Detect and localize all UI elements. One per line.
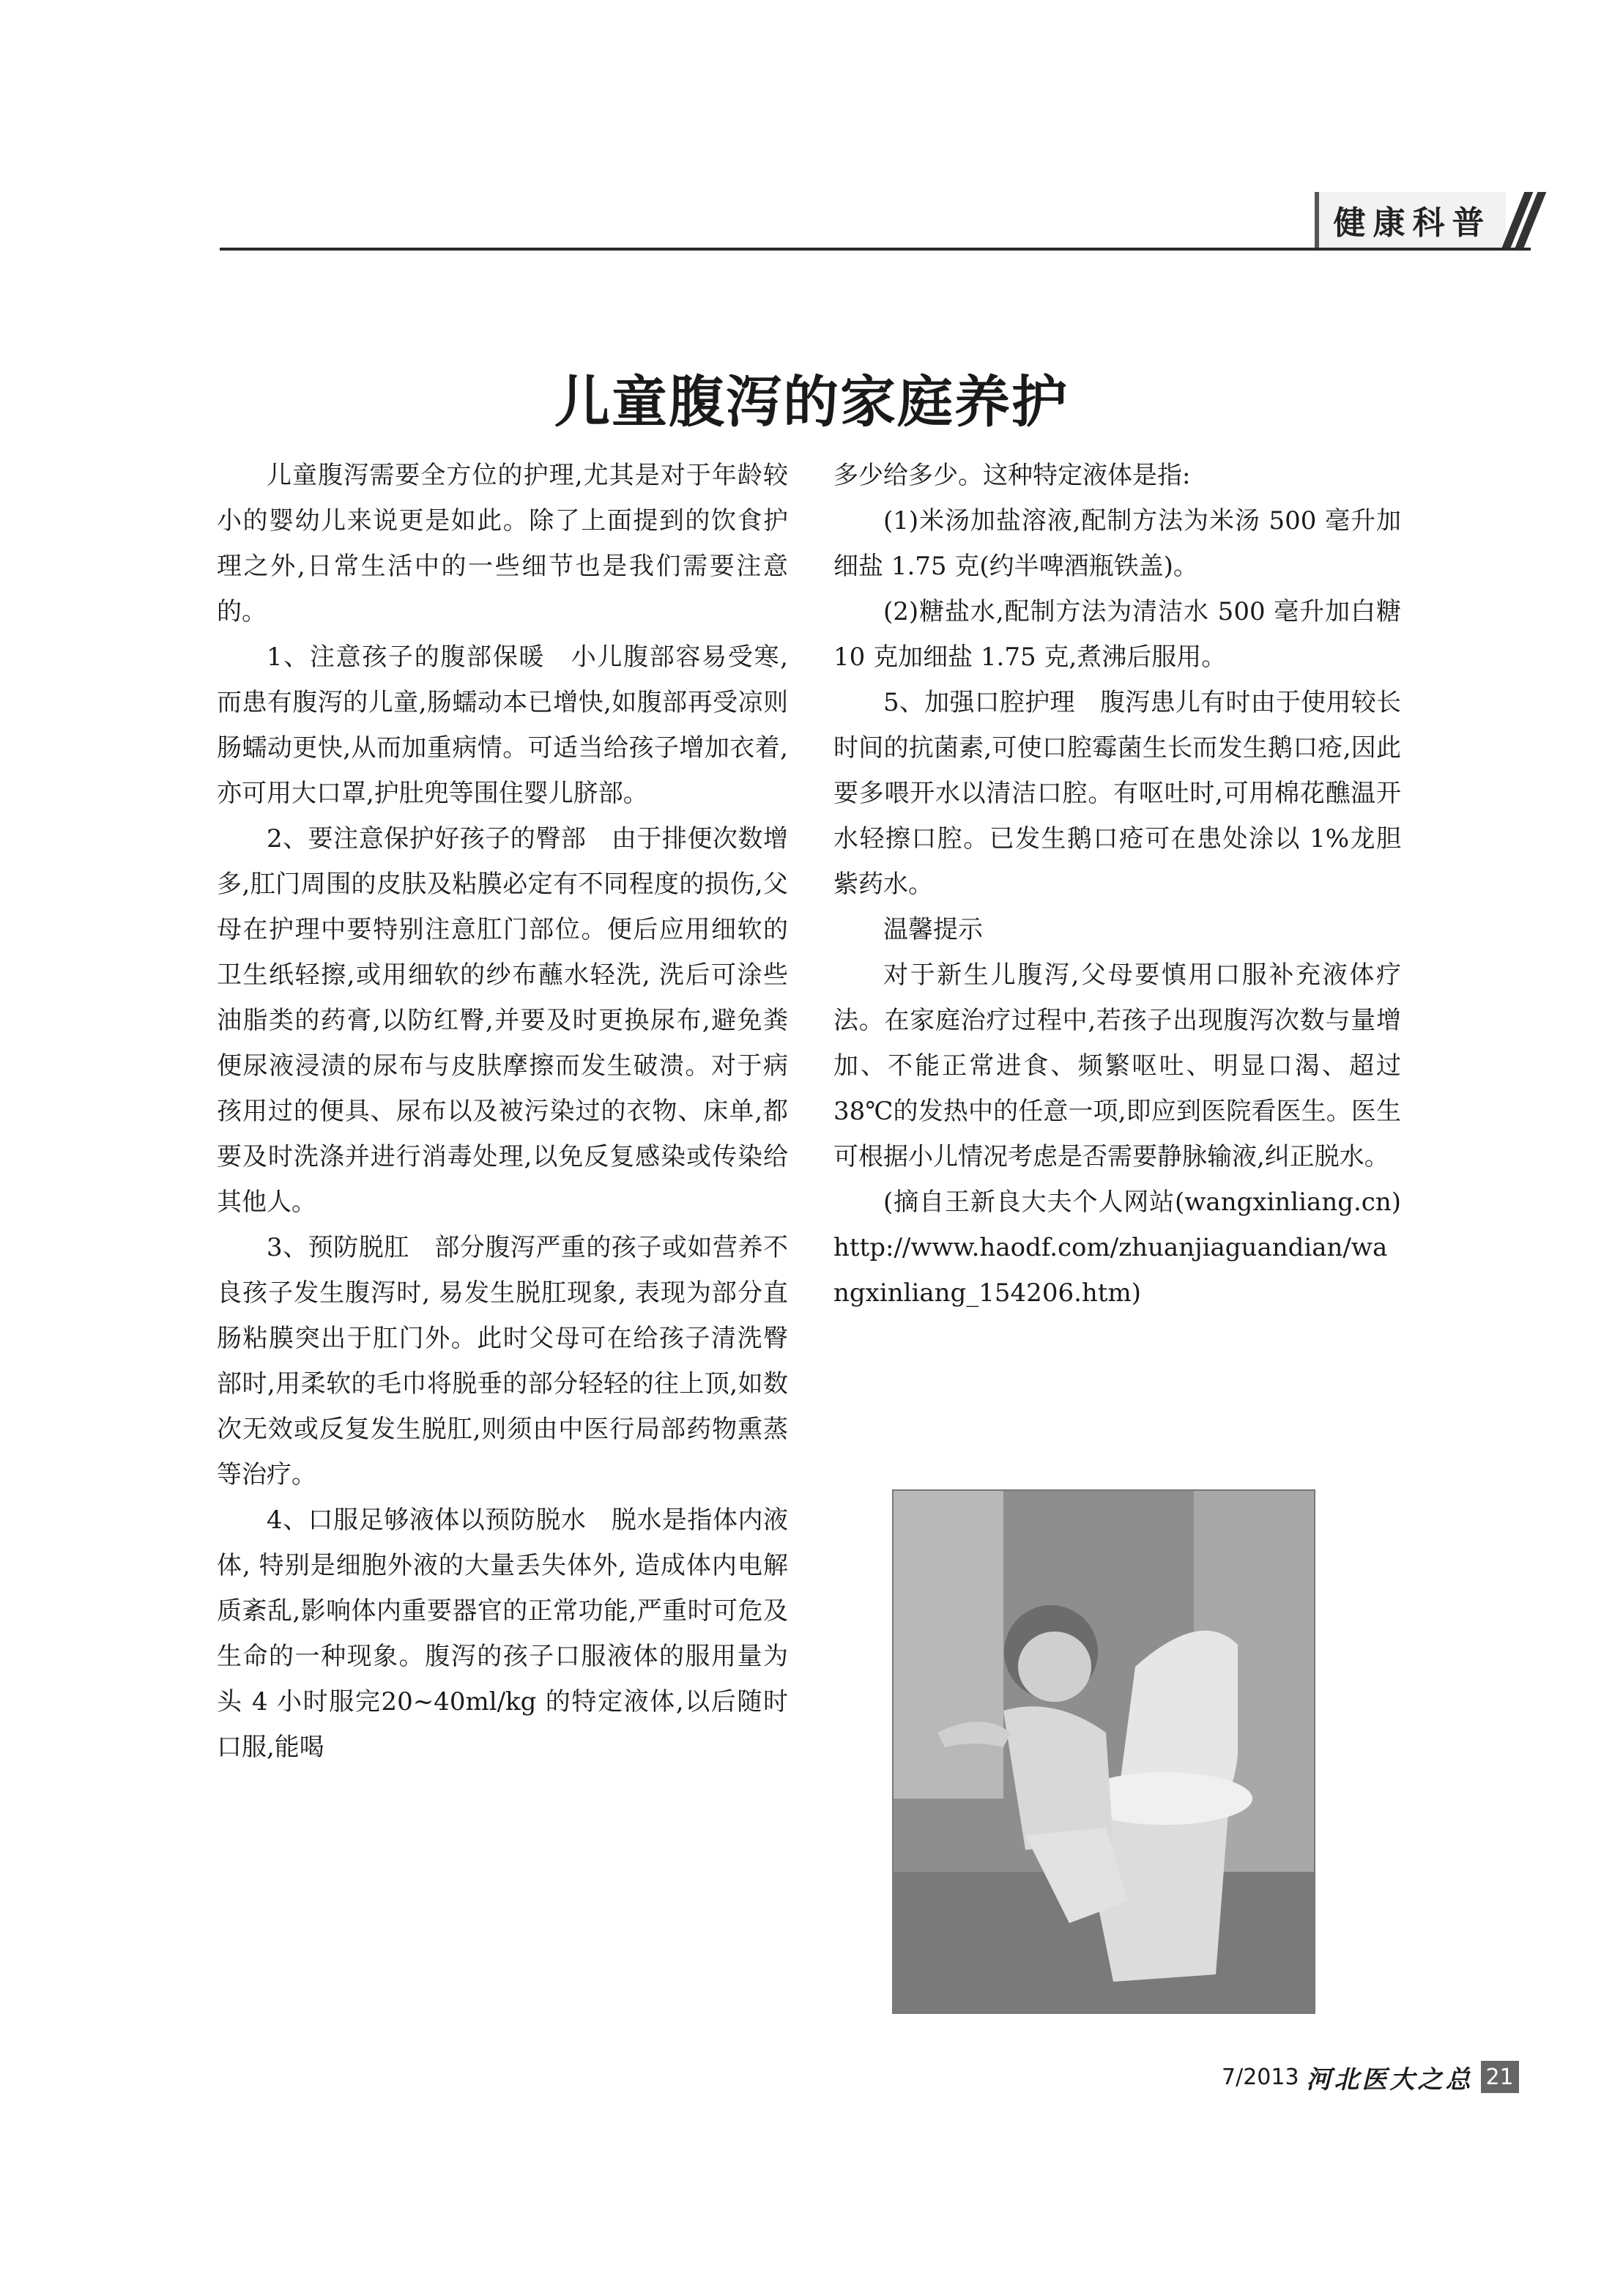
article-title: 儿童腹泻的家庭养护 <box>554 369 1069 434</box>
paragraph: 5、加强口腔护理 腹泻患儿有时由于使用较长时间的抗菌素,可使口腔霉菌生长而发生鹅口疮,因此要多喂开水以清洁口腔。有呕吐时,可用棉花醮温开水轻擦口腔。已发生鹅口疮可在患处涂以 1%龙胆紫药水。 <box>833 688 1401 899</box>
issue-date: 7/2013 <box>1222 2064 1299 2090</box>
tab-stripes-decoration <box>1510 192 1540 248</box>
tip-heading: 温馨提示 <box>883 915 983 944</box>
paragraph: (1)米汤加盐溶液,配制方法为米汤 500 毫升加细盐 1.75 克(约半啤酒瓶铁盖)。 <box>833 506 1401 581</box>
page-footer <box>1222 2060 1519 2094</box>
paragraph: (2)糖盐水,配制方法为清洁水 500 毫升加白糖 10 克加细盐 1.75 克,煮沸后服用。 <box>833 597 1401 672</box>
page-number: 21 <box>1481 2061 1519 2093</box>
journal-name: 河北医大之总 <box>1306 2064 1474 2095</box>
photo-illustration <box>894 1491 1314 2012</box>
paragraph: 1、注意孩子的腹部保暖 小儿腹部容易受寒,而患有腹泻的儿童,肠蠕动本已增快,如腹部再受凉则肠蠕动更快,从而加重病情。可适当给孩子增加衣着,亦可用大口罩,护肚兜等围住婴儿脐部。 <box>217 642 788 808</box>
source-citation: (摘自王新良大夫个人网站(wangxinliang.cn)http://www.haodf.com/zhuanjiaguandian/wangxinliang_154206.htm) <box>833 1188 1401 1308</box>
toddler-photo <box>892 1489 1315 2014</box>
section-label: 健康科普 <box>1333 204 1492 242</box>
paragraph: 3、预防脱肛 部分腹泻严重的孩子或如营养不良孩子发生腹泻时, 易发生脱肛现象, 表现为部分直肠粘膜突出于肛门外。此时父母可在给孩子清洗臀部时,用柔软的毛巾将脱垂的部分轻轻的往上顶,如数次无效或反复发生脱肛,则须由中医行局部药物熏蒸等治疗。 <box>217 1233 788 1489</box>
header-rule <box>220 248 1531 251</box>
right-column <box>833 453 1401 1316</box>
tip-paragraph: 对于新生儿腹泻,父母要慎用口服补充液体疗法。在家庭治疗过程中,若孩子出现腹泻次数与量增加、不能正常进食、频繁呕吐、明显口渴、超过 38℃的发热中的任意一项,即应到医院看医生。医生可根据小儿情况考虑是否需要静脉输液,纠正脱水。 <box>833 960 1401 1171</box>
section-tab <box>1315 192 1506 248</box>
left-column <box>217 453 788 1770</box>
paragraph-continuation: 多少给多少。这种特定液体是指: <box>833 461 1191 490</box>
paragraph: 2、要注意保护好孩子的臀部 由于排便次数增多,肛门周围的皮肤及粘膜必定有不同程度的损伤,父母在护理中要特别注意肛门部位。便后应用细软的卫生纸轻擦,或用细软的纱布蘸水轻洗, 洗后可涂些油脂类的药膏,以防红臀,并要及时更换尿布,避免粪便尿液浸渍的尿布与皮肤摩擦而发生破溃。对于病孩用过的便具、尿布以及被污染过的衣物、床单,都要及时洗涤并进行消毒处理,以免反复感染或传染给其他人。 <box>217 824 788 1217</box>
paragraph: 儿童腹泻需要全方位的护理,尤其是对于年龄较小的婴幼儿来说更是如此。除了上面提到的饮食护理之外,日常生活中的一些细节也是我们需要注意的。 <box>217 461 788 626</box>
paragraph: 4、口服足够液体以预防脱水 脱水是指体内液体, 特别是细胞外液的大量丢失体外, 造成体内电解质紊乱,影响体内重要器官的正常功能,严重时可危及生命的一种现象。腹泻的孩子口服液体的服用量为头 4 小时服完20~40ml/kg 的特定液体,以后随时口服,能喝 <box>217 1506 788 1762</box>
